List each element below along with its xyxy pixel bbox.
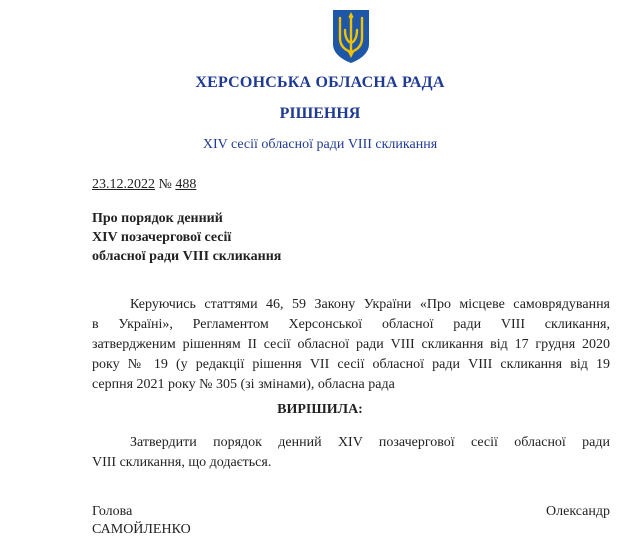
document-type: РІШЕННЯ [279,105,361,122]
subject-line: Про порядок денний [92,211,223,226]
decision-date: 23.12.2022 [92,177,155,192]
date-number-line [92,177,196,193]
council-name: ХЕРСОНСЬКА ОБЛАСНА РАДА [195,74,445,91]
resolution-paragraph [92,433,610,473]
signature-title: Голова [92,504,133,519]
number-sign: № [158,177,172,192]
preamble-line: Керуючись статтями 46, 59 Закону України «Про місцеве самоврядування [130,297,610,312]
preamble-line: серпня 2021 року № 305 (зі змінами), обласна рада [92,377,395,392]
subject-line: обласної ради VIII скликання [92,249,282,264]
signature-first-name: Олександр [546,504,610,519]
resolution-line: Затвердити порядок денний XIV позачергової сесії обласної ради [130,435,610,450]
resolution-line: VIII скликання, що додається. [92,455,272,470]
decided-heading: ВИРІШИЛА: [277,402,363,417]
signature-surname: САМОЙЛЕНКО [92,522,191,537]
subject-line: XIV позачергової сесії [92,230,232,245]
session-line: XIV сесії обласної ради VIII скликання [202,137,438,152]
preamble-line: в Україні», Регламентом Херсонської обласної ради VIII скликання, [92,317,610,332]
preamble-paragraph [92,295,610,395]
subject-block [92,209,281,266]
preamble-line: року № 19 (у редакції рішення VII сесії обласної ради VIII скликання від 19 [92,357,610,372]
trident-coat-of-arms-icon [331,8,371,64]
preamble-line: затвердженим рішенням ІІ сесії обласної ради VIII скликання від 17 грудня 2020 [92,337,610,352]
decision-number: 488 [175,177,197,192]
